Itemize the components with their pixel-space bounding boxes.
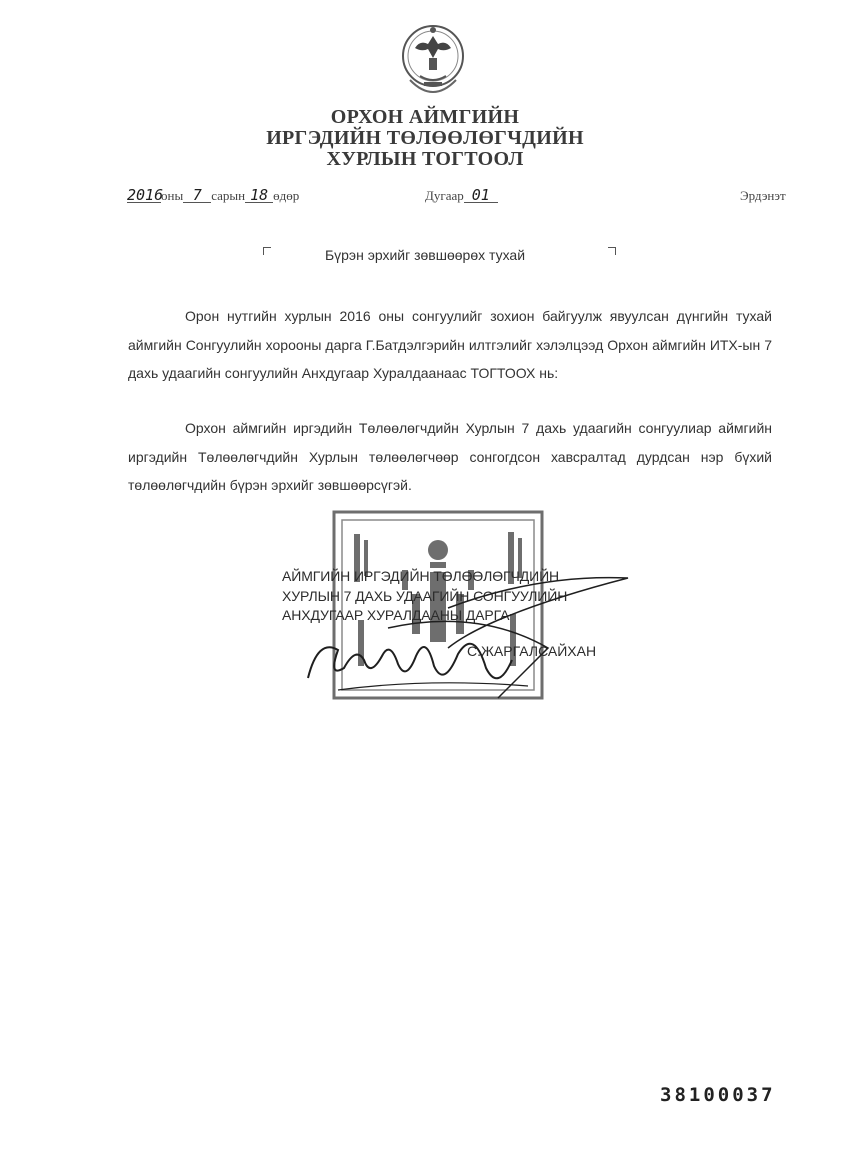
signatory-name: С.ЖАРГАЛСАЙХАН xyxy=(467,643,597,659)
header-line-2: ИРГЭДИЙН ТӨЛӨӨЛӨГЧДИЙН xyxy=(266,127,584,149)
date-day-suffix: өдөр xyxy=(273,188,300,203)
header-line-3: ХУРЛЫН ТОГТООЛ xyxy=(326,148,524,170)
signatory-title-line-1: АЙМГИЙН ИРГЭДИЙН ТӨЛӨӨЛӨГЧДИЙН xyxy=(282,568,560,584)
city: Эрдэнэт xyxy=(740,188,786,203)
date-line xyxy=(127,188,299,204)
state-emblem-icon xyxy=(400,18,466,102)
date-month: 7 xyxy=(183,188,211,203)
date-day: 18 xyxy=(245,188,273,203)
document-subject: Бүрэн эрхийг зөвшөөрөх тухай xyxy=(324,247,526,263)
signatory-title-line-2: ХУРЛЫН 7 ДАХЬ УДААГИЙН СОНГУУЛИЙН xyxy=(282,587,568,604)
serial-number: 38100037 xyxy=(660,1084,776,1106)
number-label: Дугаар xyxy=(425,188,464,203)
number-line xyxy=(425,188,498,204)
date-year-suffix: оны xyxy=(161,188,184,203)
date-year: 2016 xyxy=(127,186,164,204)
body-paragraph-1: Орон нутгийн хурлын 2016 оны сонгуулийг зохион байгуулж явуулсан дүнгийн тухай аймгийн Сонгуулийн хорооны дарга Г.Батдэлгэрийн илтгэлийг хэлэлцээд Орхон аймгийн ИТХ-ын 7 дахь удаагийн сонгуулийн Анхдугаар Хуралдаанаас ТОГТООХ нь: xyxy=(128,308,772,381)
handwritten-signature xyxy=(298,568,643,708)
header-line-1: ОРХОН АЙМГИЙН xyxy=(330,106,520,128)
date-month-suffix: сарын xyxy=(211,188,246,203)
document-number: 01 xyxy=(464,188,498,203)
body-paragraph-2: Орхон аймгийн иргэдийн Төлөөлөгчдийн Хурлын 7 дахь удаагийн сонгуулиар аймгийн иргэдийн Төлөөлөгчдийн Хурлын төлөөлөгчөөр сонгогдсон хавсралтад дурдсан нэр бүхий төлөөлөгчдийн бүрэн эрхийг зөвшөөрсүгэй. xyxy=(128,420,772,493)
signatory-title-line-3: АНХДУГААР ХУРАЛДААНЫ ДАРГА xyxy=(282,607,510,623)
